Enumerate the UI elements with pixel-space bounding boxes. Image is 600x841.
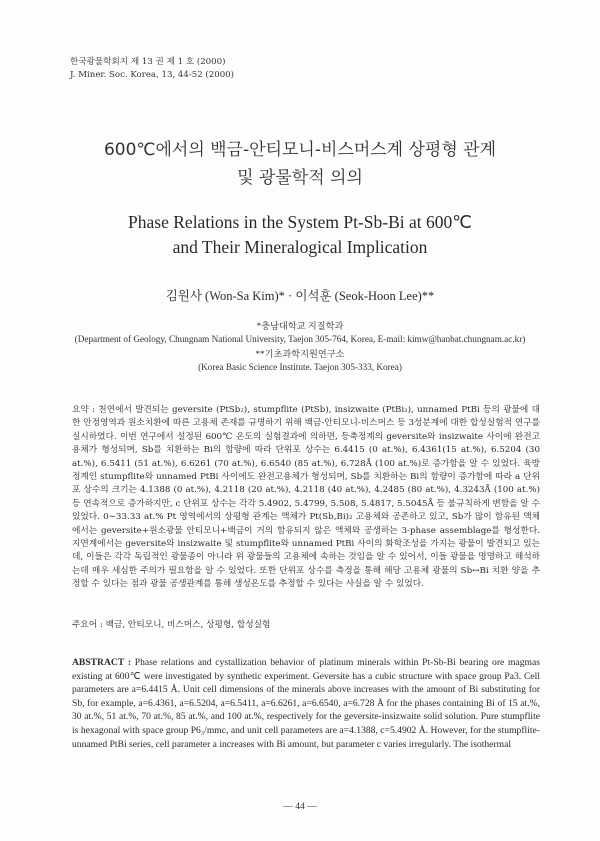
korean-title-line2: 및 광물학적 의의 [237,168,363,188]
english-title [40,210,560,260]
english-abstract-lead: ABSTRACT : [72,657,135,668]
journal-citation-korean: 한국광물학회지 제 13 권 제 1 호 (2000) [70,57,226,67]
author-line: 김원사 (Won-Sa Kim)* · 이석훈 (Seok-Hoon Lee)** [165,289,435,303]
keywords: 주요어 : 백금, 안티모니, 비스머스, 상평형, 합성실험 [72,620,271,630]
english-abstract-body: Phase relations and cystallization behavior of platinum minerals within Pt-Sb-Bi bearing ore magmas existing at 600℃ were investigated by synthetic experiment. Geversite has a cubic structure with space group Pa3. Cell parameters are a=6.4415 Å. Unit cell dimensions of the minerals above increases with the amount of Bi substituting for Sb, for example, a=6.4361, a=6.5204, a=6.5411, a=6.6261, a=6.6540, a=6.728 Å for the phases containing Bi of 15 at.%, 30 at.%, 51 at.%, 70 at.%, 85 at.%, and 100 at.%, respectively for the geversite-insizwaite solid solution. Pure stumpflite is hexagonal with space group P6₃/mmc, and unit cell parameters are a=4.1388, c=5.4902 Å. However, for the stumpflite-unnamed PtBi series, cell parameter a increases with Bi amount, but parameter c varies irregularly. The isothermal [72,657,540,750]
korean-title-line1: 600℃에서의 백금-안티모니-비스머스계 상평형 관계 [103,140,497,160]
english-abstract [72,656,540,751]
affiliation-1-korean: *충남대학교 지질학과 [256,321,344,331]
korean-abstract-lead: 요약 : [72,405,99,415]
page-number: — 44 — [283,802,317,812]
english-title-line2: and Their Mineralogical Implication [172,237,428,257]
journal-citation [70,56,234,82]
english-title-line1: Phase Relations in the System Pt-Sb-Bi at 600℃ [128,212,472,232]
affiliation-1 [40,320,560,346]
korean-abstract-body: 천연에서 발견되는 geversite (PtSb₂), stumpflite (PtSb), insizwaite (PtBi₂), unnamed PtBi 등의 광물에 대한 안정영역과 원소치환에 따른 고용체 존재를 규명하기 위해 백금-안티모니-비스머스 등 3성분계에 대한 합성실험적 연구를 실시하였다. 이번 연구에서 설정된 600℃ 온도의 실험결과에 의하면, 등축정계의 geversite와 insizwaite 사이에 완전고용체가 형성되며, Sb를 치환하는 Bi의 함량에 따라 단위포 상수는 6.4415 (0 at.%), 6.4361(15 at.%), 6.5204 (30 at.%), 6.5411 (51 at.%), 6.6261 (70 at.%), 6.6540 (85 at.%), 6.728Å (100 at.%)로 증가함을 알 수 있었다. 육방정계인 stumpflite와 unnamed PtBi 사이에도 완전고용체가 형성되며, Sb를 치환하는 Bi의 함량이 증가함에 따라 a 단위포 상수의 크기는 4.1388 (0 at.%), 4.2118 (20 at.%), 4.2118 (40 at.%), 4.2485 (80 at.%), 4.3243Å (100 at.%) 등 연속적으로 증가하지만, c 단위포 상수는 각각 5.4902, 5.4799, 5.508, 5.4817, 5.5045Å 등 불규칙하게 변함을 알 수 있었다. 0∼33.33 at.% Pt 영역에서의 상평형 관계는 액체가 Pt(Sb,Bi)₂ 고용체와 공존하고 있고, Sb가 많이 함유된 액체에서는 geversite+원소광물 안티모니+백금이 거의 함유되지 않은 액체와 공생하는 3-phase assemblage를 형성한다. 지연계에서는 geversite와 insizwaite 및 stumpflite와 unnamed PtBi 사이의 화학조성을 가지는 광물이 발견되고 있는데, 이들은 각각 독립적인 광물종이 아니라 위 광물들의 고용체에 속하는 것임을 알 수 있어서, 이들 광물을 명명하고 해석하는데 매우 세심한 주의가 필요함을 알 수 있었다. 또한 단위포 상수를 측정을 통해 해당 고용체 광물의 Sb↔Bi 치환 양을 추정할 수 있다는 점과 광물 공생관계를 통해 생성온도를 추정할 수 있다는 사실을 알 수 있었다. [72,405,540,590]
journal-citation-english: J. Miner. Soc. Korea, 13, 44-52 (2000) [70,70,234,80]
affiliation-2 [40,348,560,374]
affiliation-1-english: (Department of Geology, Chungnam National University, Taejon 305-764, Korea, E-mail: kimw@hanbat.chungnam.ac.kr) [74,334,526,344]
korean-abstract [72,404,540,592]
korean-title [40,136,560,192]
affiliation-2-english: (Korea Basic Science Institute. Taejon 305-333, Korea) [198,362,402,372]
affiliation-2-korean: **기초과학지원연구소 [255,349,345,359]
